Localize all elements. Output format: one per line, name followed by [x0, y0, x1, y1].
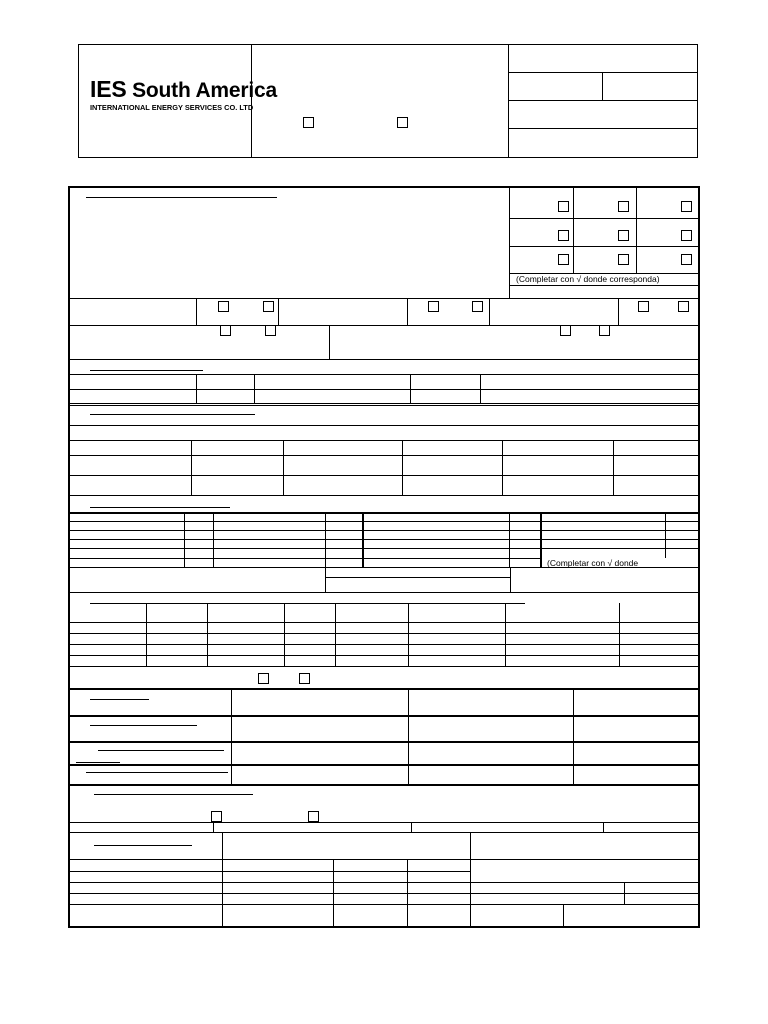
col-divider: [196, 298, 197, 325]
col-divider: [196, 374, 197, 403]
row-divider: [70, 530, 699, 531]
col-divider: [470, 832, 471, 926]
section-title-underline: [76, 762, 120, 763]
section-title-underline: [94, 845, 192, 846]
option-checkbox-3b[interactable]: [678, 301, 689, 312]
row-divider: [70, 871, 470, 872]
col-divider: [325, 512, 326, 567]
section-title-underline: [90, 414, 255, 415]
col-divider: [362, 512, 364, 567]
col-divider: [613, 440, 614, 495]
row-divider: [70, 425, 699, 426]
row-divider: [70, 558, 540, 559]
row-divider: [70, 688, 699, 690]
row-divider: [70, 389, 699, 390]
row-divider: [70, 622, 699, 623]
header-divider: [508, 44, 509, 158]
col-divider: [563, 904, 564, 926]
row-divider: [70, 592, 699, 593]
company-name: INTERNATIONAL ENERGY SERVICES CO. LTD: [90, 103, 254, 112]
row-divider: [70, 539, 699, 540]
col-divider: [329, 325, 330, 359]
header-divider: [508, 128, 698, 129]
col-divider: [191, 440, 192, 495]
option-checkbox-1b[interactable]: [263, 301, 274, 312]
grid-divider: [509, 188, 510, 298]
row-divider: [70, 893, 699, 894]
section-title-underline: [90, 370, 203, 371]
row-divider: [70, 298, 699, 299]
col-divider: [510, 567, 511, 592]
type-checkbox-r1c2[interactable]: [618, 201, 629, 212]
section-title-underline: [98, 750, 224, 751]
section-title-underline: [94, 794, 253, 795]
row-divider: [70, 764, 699, 766]
row-divider: [70, 715, 699, 717]
row-divider: [70, 403, 699, 404]
col-divider: [146, 603, 147, 666]
row-divider: [70, 475, 699, 476]
logo-region: South America: [132, 79, 277, 102]
header-divider: [508, 100, 698, 101]
row-divider: [70, 741, 699, 743]
option-checkbox-5b[interactable]: [599, 325, 610, 336]
logo-abbr: IES: [90, 76, 127, 102]
col-divider: [540, 512, 542, 567]
col-divider: [408, 688, 409, 784]
row-divider: [70, 859, 699, 860]
row-divider: [70, 521, 699, 522]
col-divider: [213, 512, 214, 567]
col-divider: [502, 440, 503, 495]
row-divider: [70, 548, 699, 549]
col-divider: [278, 298, 279, 325]
section-title-underline: [90, 603, 525, 604]
col-divider: [325, 567, 326, 592]
section-title-underline: [90, 507, 230, 508]
header-divider: [508, 72, 698, 73]
section-title-underline: [90, 699, 149, 700]
col-divider: [283, 440, 284, 495]
option-checkbox-2b[interactable]: [472, 301, 483, 312]
type-checkbox-r1c1[interactable]: [558, 201, 569, 212]
col-divider: [184, 512, 185, 567]
option-checkbox-5a[interactable]: [560, 325, 571, 336]
row-divider: [325, 577, 510, 578]
option-checkbox-6a[interactable]: [258, 673, 269, 684]
row-divider: [70, 495, 699, 496]
row-divider: [70, 784, 699, 786]
type-checkbox-r2c3[interactable]: [681, 230, 692, 241]
row-divider: [70, 882, 699, 883]
grid-divider: [636, 188, 637, 273]
col-divider: [505, 603, 506, 666]
col-divider: [407, 859, 408, 926]
header-checkbox-2[interactable]: [397, 117, 408, 128]
col-divider: [231, 688, 232, 784]
option-checkbox-6b[interactable]: [299, 673, 310, 684]
company-logo: [90, 76, 277, 112]
col-divider: [222, 832, 223, 926]
col-divider: [335, 603, 336, 666]
row-divider: [70, 666, 699, 667]
check-instruction-note: (Completar con √ donde corresponda): [516, 274, 660, 284]
type-checkbox-r2c1[interactable]: [558, 230, 569, 241]
type-checkbox-r3c3[interactable]: [681, 254, 692, 265]
col-divider: [402, 440, 403, 495]
row-divider: [70, 440, 699, 441]
option-checkbox-4a[interactable]: [220, 325, 231, 336]
option-checkbox-1a[interactable]: [218, 301, 229, 312]
row-divider: [70, 359, 699, 360]
col-divider: [509, 512, 510, 567]
col-divider: [619, 603, 620, 666]
option-checkbox-7a[interactable]: [211, 811, 222, 822]
col-divider: [408, 603, 409, 666]
row-divider: [70, 904, 699, 905]
col-divider: [573, 688, 574, 784]
option-checkbox-3a[interactable]: [638, 301, 649, 312]
col-divider: [284, 603, 285, 666]
col-divider: [489, 298, 490, 325]
row-divider: [70, 405, 699, 406]
col-divider: [207, 603, 208, 666]
col-divider: [665, 512, 666, 558]
col-divider: [411, 822, 412, 832]
option-checkbox-2a[interactable]: [428, 301, 439, 312]
col-divider: [618, 298, 619, 325]
section-title-underline: [90, 725, 197, 726]
grid-divider: [509, 246, 699, 247]
section-title-underline: [86, 197, 277, 198]
col-divider: [407, 298, 408, 325]
row-divider: [70, 633, 699, 634]
section-title-underline: [86, 772, 228, 773]
option-checkbox-4b[interactable]: [265, 325, 276, 336]
header-divider: [602, 72, 603, 100]
grid-divider: [573, 188, 574, 273]
row-divider: [70, 655, 699, 656]
option-checkbox-7b[interactable]: [308, 811, 319, 822]
col-divider: [480, 374, 481, 403]
col-divider: [254, 374, 255, 403]
grid-divider: [509, 285, 699, 286]
type-checkbox-r3c2[interactable]: [618, 254, 629, 265]
col-divider: [603, 822, 604, 832]
row-divider: [70, 374, 699, 375]
type-checkbox-r1c3[interactable]: [681, 201, 692, 212]
col-divider: [410, 374, 411, 403]
type-checkbox-r2c2[interactable]: [618, 230, 629, 241]
row-divider: [70, 644, 699, 645]
row-divider: [70, 455, 699, 456]
row-divider: [70, 832, 699, 833]
col-divider: [213, 822, 214, 832]
check-instruction-note-short: (Completar con √ donde: [547, 558, 639, 568]
row-divider: [70, 512, 699, 514]
grid-divider: [509, 218, 699, 219]
type-checkbox-r3c1[interactable]: [558, 254, 569, 265]
header-checkbox-1[interactable]: [303, 117, 314, 128]
col-divider: [624, 882, 625, 904]
col-divider: [333, 859, 334, 926]
row-divider: [70, 822, 699, 823]
